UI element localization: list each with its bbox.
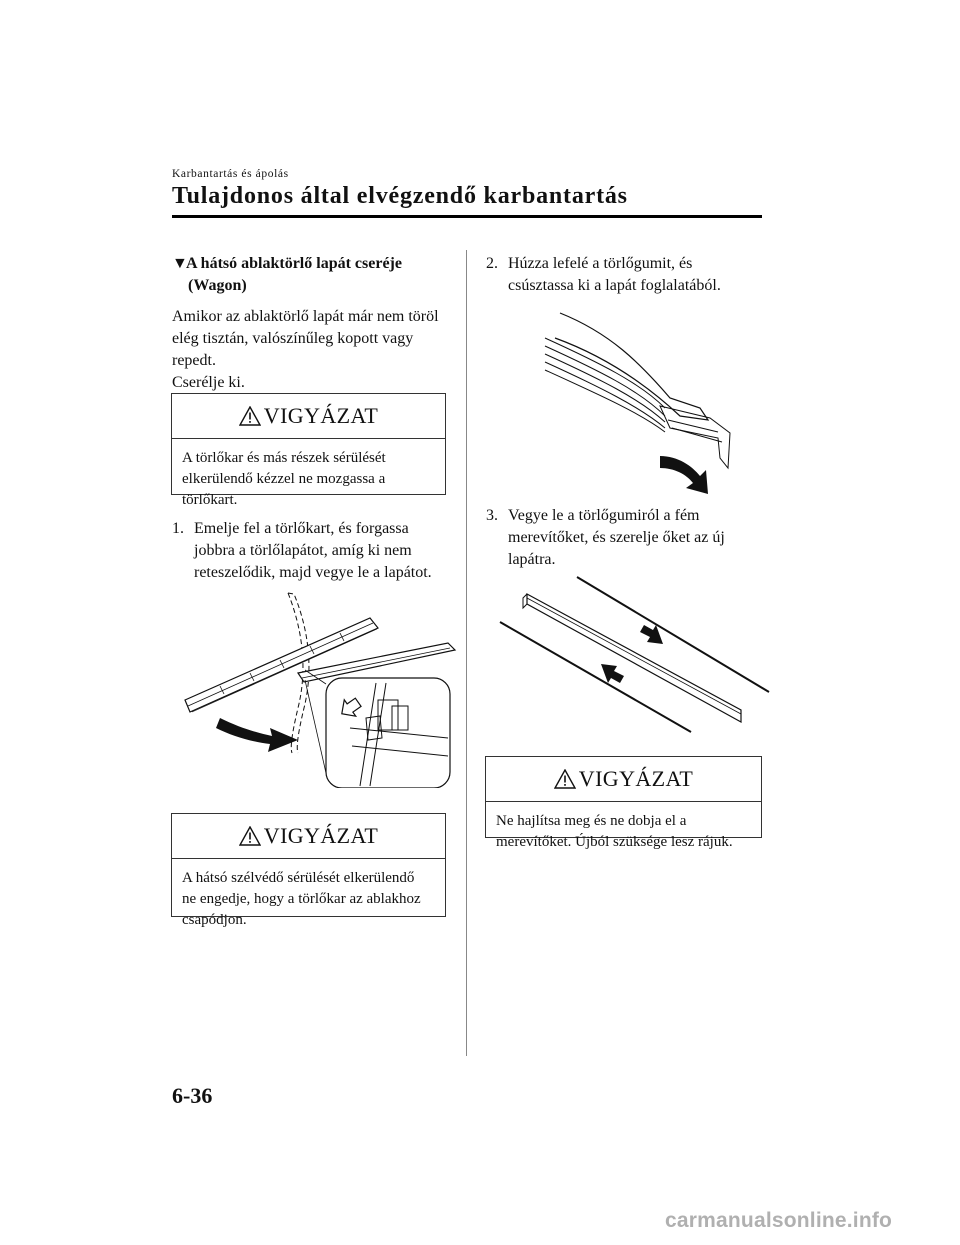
step-line: csúsztassa ki a lapát foglalatából. [508,277,721,294]
caution-body [486,802,761,863]
warning-triangle-icon [554,769,576,789]
step-3 [486,505,762,571]
caution-line: A hátsó szélvédő sérülését elkerülendő [182,870,415,886]
step-line: Húzza lefelé a törlőgumit, és [508,255,693,272]
caution-box-2 [171,813,446,928]
step-line: jobbra a törlőlapátot, amíg ki nem [194,542,412,559]
step-1 [172,518,462,584]
step-line: Emelje fel a törlőkart, és forgassa [194,520,409,537]
caution-line: A törlőkar és más részek sérülését [182,450,386,466]
caution-title: VIGYÁZAT [263,403,379,428]
step-line: reteszelődik, majd vegye le a lapátot. [194,564,432,581]
step-2 [486,253,762,297]
caution-line: csapódjon. [182,912,247,928]
caution-header [486,757,761,802]
caution-line: merevítőket. Újból szüksége lesz rájuk. [496,834,733,850]
step-number: 2. [486,255,498,272]
step-line: Vegye le a törlőgumiról a fém [508,507,700,524]
step-number: 3. [486,507,498,524]
caution-box-1 [171,393,446,508]
caution-body [172,859,445,941]
caution-title: VIGYÁZAT [578,766,694,791]
warning-triangle-icon [239,826,261,846]
caution-title: VIGYÁZAT [263,823,379,848]
column-divider [466,250,467,1056]
page-number: 6-36 [172,1083,213,1108]
section-label: Karbantartás és ápolás [172,168,289,180]
caution-box-3 [485,756,762,850]
caution-body [172,439,445,521]
intro-line: repedt. [172,352,216,369]
caution-line: ne engedje, hogy a törlőkar az ablakhoz [182,891,421,907]
page-title: Tulajdonos által elvégzendő karbantartás [172,183,628,209]
heading-line2: (Wagon) [188,277,247,294]
warning-triangle-icon [239,406,261,426]
stiffener-illustration [495,572,775,740]
intro-line: Amikor az ablaktörlő lapát már nem töröl [172,308,439,325]
wiper-arm-illustration [180,588,460,788]
caution-line: törlőkart. [182,492,238,508]
step-number: 1. [172,520,184,537]
heading-line1: A hátsó ablaktörlő lapát cseréje [186,255,402,272]
caution-header [172,394,445,439]
caution-line: elkerülendő kézzel ne mozgassa a [182,471,386,487]
title-rule [172,215,762,218]
caution-header [172,814,445,859]
caution-line: Ne hajlítsa meg és ne dobja el a [496,813,687,829]
intro-line: Cserélje ki. [172,374,245,391]
intro-paragraph [172,306,457,394]
watermark: carmanualsonline.info [665,1209,893,1232]
intro-line: elég tisztán, valószínűleg kopott vagy [172,330,414,347]
wiper-rubber-illustration [540,308,740,498]
step-line: merevítőket, és szerelje őket az új [508,529,725,546]
step-line: lapátra. [508,551,556,568]
triangle-marker-icon: ▼ [172,255,188,272]
procedure-heading [172,253,452,297]
